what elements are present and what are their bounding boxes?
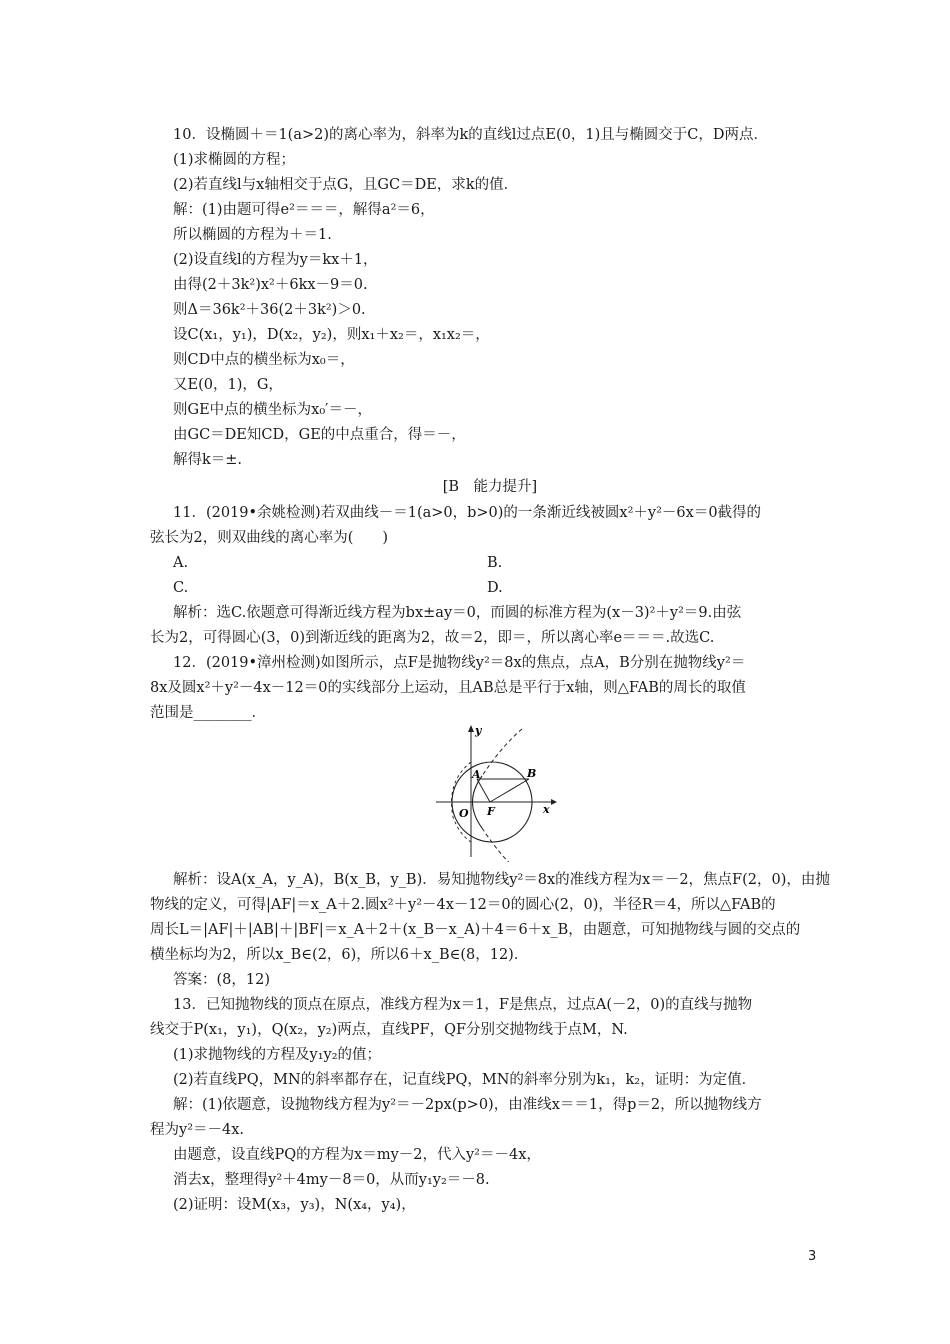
problem10-line-5: (2)设直线l的方程为y＝kx＋1，	[173, 252, 378, 268]
problem13-sub-3: 解：(1)依题意，设抛物线方程为y²＝－2px(p>0)，由准线x＝＝1，得p＝2，所以抛物线方	[173, 1097, 762, 1113]
problem13-sub-1: (1)求抛物线的方程及y₁y₂的值；	[173, 1047, 382, 1063]
problem12-solution-2: 物线的定义，可得|AF|＝x_A＋2.圆x²＋y²－4x－12＝0的圆心(2，0)，半径R＝4，所以△FAB的	[150, 897, 776, 913]
label-y: y	[475, 724, 482, 737]
problem11-solution-1: 解析：选C.依题意可得渐近线方程为bx±ay＝0，而圆的标准方程为(x－3)²＋y²＝9.由弦	[173, 605, 742, 621]
segment-af	[477, 779, 490, 802]
problem12-solution-1: 解析：设A(x_A，y_A)，B(x_B，y_B)．易知抛物线y²＝8x的准线方程为x＝－2，焦点F(2，0)，由抛	[173, 872, 830, 888]
problem12-line-3: 范围是________．	[150, 705, 266, 721]
problem10-line-2: (2)若直线l与x轴相交于点G，且GC＝DE，求k的值．	[173, 177, 519, 193]
problem10-line-4: 所以椭圆的方程为＋＝1.	[173, 227, 332, 243]
problem10-line-6: 由得(2＋3k²)x²＋6kx－9＝0.	[173, 277, 368, 293]
option-b: B.	[487, 555, 503, 571]
problem10-line-8: 设C(x₁，y₁)，D(x₂，y₂)，则x₁＋x₂＝，x₁x₂＝，	[173, 327, 490, 343]
problem13-line-2: 线交于P(x₁，y₁)，Q(x₂，y₂)两点，直线PF，QF分别交抛物线于点M，N.	[150, 1022, 628, 1038]
problem10-title: 10．设椭圆＋＝1(a>2)的离心率为，斜率为k的直线l过点E(0，1)且与椭圆交于C，D两点．	[173, 127, 768, 143]
page-number: 3	[808, 1249, 817, 1264]
label-b: B	[527, 767, 537, 780]
section-heading-b: [B 能力提升]	[442, 479, 538, 495]
problem13-more-1: 由题意，设直线PQ的方程为x＝my－2，代入y²＝－4x，	[173, 1147, 541, 1163]
option-a: A.	[173, 555, 189, 571]
label-f: F	[487, 805, 495, 818]
label-o: O	[459, 807, 469, 820]
problem10-line-3: 解：(1)由题可得e²＝＝＝，解得a²＝6，	[173, 202, 435, 218]
problem12-answer: 答案：(8，12)	[173, 972, 270, 988]
label-x: x	[543, 803, 550, 816]
problem11-line-2: 弦长为2，则双曲线的离心率为( )	[150, 530, 389, 546]
parabola-circle-figure	[431, 722, 561, 862]
problem10-line-7: 则Δ＝36k²＋36(2＋3k²)＞0.	[173, 302, 366, 318]
problem12-line-1: 12．(2019•漳州检测)如图所示，点F是抛物线y²＝8x的焦点，点A，B分别在抛物线y²＝	[173, 655, 746, 671]
problem13-cont: 程为y²＝－4x.	[150, 1122, 245, 1138]
problem10-line-9: 则CD中点的横坐标为x₀＝，	[173, 352, 355, 368]
problem12-solution-4: 横坐标均为2，所以x_B∈(2，6)，所以6＋x_B∈(8，12)．	[150, 947, 529, 963]
problem12-line-2: 8x及圆x²＋y²－4x－12＝0的实线部分上运动，且AB总是平行于x轴，则△FAB的周长的取值	[150, 680, 746, 696]
x-axis-arrow-icon	[551, 799, 557, 805]
problem11-solution-2: 长为2，可得圆心(3，0)到渐近线的距离为2，故＝2，即＝，所以离心率e＝＝＝.故选C.	[150, 630, 715, 646]
problem13-line-1: 13．已知抛物线的顶点在原点，准线方程为x＝1，F是焦点，过点A(－2，0)的直线与抛物	[173, 997, 753, 1013]
y-axis-arrow-icon	[468, 725, 474, 732]
segment-bf	[490, 779, 529, 802]
problem12-solution-3: 周长L＝|AF|＋|AB|＋|BF|＝x_A＋2＋(x_B－x_A)＋4＝6＋x_B，由题意，可知抛物线与圆的交点的	[150, 922, 801, 938]
option-c: C.	[173, 580, 189, 596]
problem10-line-11: 则GE中点的横坐标为x₀′＝－，	[173, 402, 372, 418]
problem13-more-3: (2)证明：设M(x₃，y₃)，N(x₄，y₄)，	[173, 1197, 416, 1213]
problem13-sub-2: (2)若直线PQ，MN的斜率都存在，记直线PQ，MN的斜率分别为k₁，k₂，证明：为定值．	[173, 1072, 757, 1088]
problem11-line-1: 11．(2019•余姚检测)若双曲线－＝1(a>0，b>0)的一条渐近线被圆x²＋y²－6x＝0截得的	[173, 505, 762, 521]
problem13-more-2: 消去x，整理得y²＋4my－8＝0，从而y₁y₂＝－8.	[173, 1172, 490, 1188]
problem10-line-12: 由GC＝DE知CD，GE的中点重合，得＝－，	[173, 427, 466, 443]
problem10-line-13: 解得k＝±.	[173, 452, 243, 468]
option-d: D.	[487, 580, 503, 596]
problem10-line-10: 又E(0，1)，G，	[173, 377, 283, 393]
label-a: A	[472, 768, 481, 781]
problem10-line-1: (1)求椭圆的方程；	[173, 152, 296, 168]
